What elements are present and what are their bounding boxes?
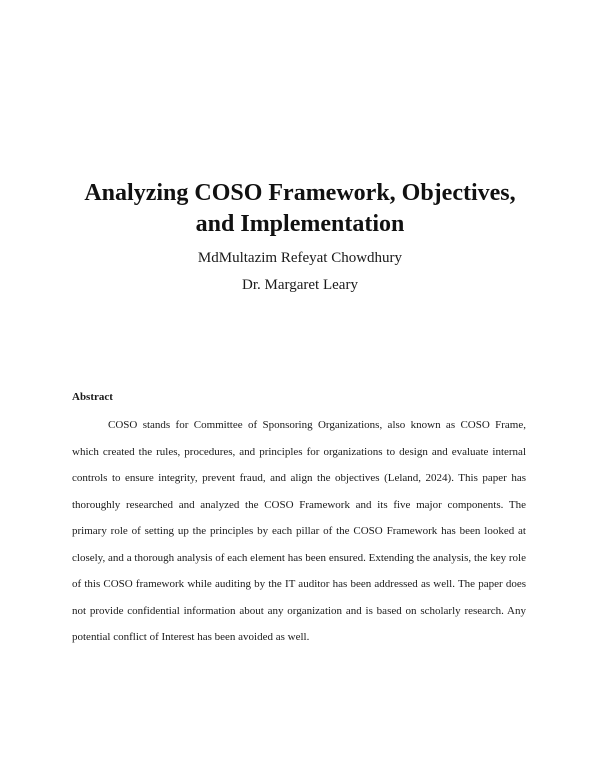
paper-title bbox=[40, 178, 560, 240]
abstract-heading: Abstract bbox=[72, 391, 113, 403]
advisor-name: Dr. Margaret Leary bbox=[242, 277, 358, 293]
paper-title-line-1: Analyzing COSO Framework, Objectives, bbox=[84, 180, 516, 206]
abstract-body: COSO stands for Committee of Sponsoring Organizations, also known as COSO Frame, which created the rules, procedures, and principles for organizations to design and evaluate internal controls to ensure integrity, prevent fraud, and align the objectives (Leland, 2024). This paper has thoroughly researched and analyzed the COSO Framework and its five major components. The primary role of setting up the principles by each pillar of the COSO Framework has been looked at closely, and a thorough analysis of each element has been ensured. Extending the analysis, the key role of this COSO framework while auditing by the IT auditor has been addressed as well. The paper does not provide confidential information about any organization and is based on scholarly research. Any potential conflict of Interest has been avoided as well. bbox=[72, 419, 526, 643]
paper-title-line-2: and Implementation bbox=[195, 211, 405, 237]
author-name: MdMultazim Refeyat Chowdhury bbox=[197, 250, 403, 266]
